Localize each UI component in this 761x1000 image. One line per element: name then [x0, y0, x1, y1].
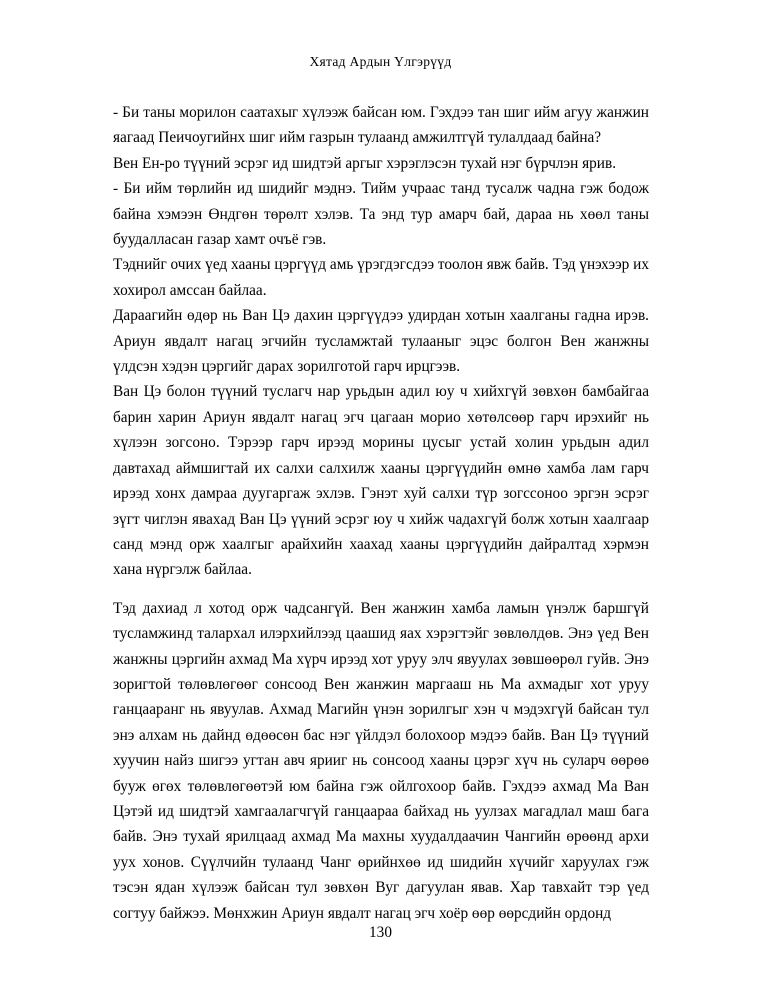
paragraph: - Би ийм төрлийн ид шидийг мэднэ. Тийм учраас танд тусалж чадна гэж бодож байна хэмээн Өндгөн төрөлт хэлэв. Та энд тур амарч бай, дараа нь хөөл таны буудалласан газар хамт очъё гэв.: [113, 180, 649, 249]
paragraph: Ван Цэ болон түүний туслагч нар урьдын адил юу ч хийхгүй зөвхөн бамбайгаа барин харин Ариун явдалт нагац эгч цагаан морио хөтөлсөөр гарч ирэхийг нь хүлээн зогсоно. Тэрээр гарч ирээд морины цусыг устай холин урьдын адил давтахад аймшигтай их салхи салхилж хааны цэргүүдийн өмнө хамба лам гарч ирээд хонх дамраа дуугаргаж эхлэв. Гэнэт хуй салхи түр зогссоноо эргэн эсрэг зүгт чиглэн яваxад Ван Цэ үүний эсрэг юу ч хийж чадахгүй болж хотын хаалгаар санд мэнд орж хаалгыг арайхийн хаахад хааны цэргүүдийн дайралтад хэрмэн хана нүргэлж байлаа.: [113, 383, 649, 579]
paragraph: Дараагийн өдөр нь Ван Цэ дахин цэргүүдээ удирдан хотын хаалганы гадна ирэв. Ариун явдалт нагац эгчийн тусламжтай тулааныг эцэс болгон Вен жанжны үлдсэн хэдэн цэргийг дарах зорилготой гарч ирцгээв.: [113, 307, 649, 376]
body-text: [113, 100, 649, 926]
paragraph: Тэд дахиад л хотод орж чадсангүй. Вен жанжин хамба ламын үнэлж баршгүй тусламжинд таларxал илэрхийлээд цаашид яах хэрэгтэйг зөвлөлдөв. Энэ үед Вен жанжны цэргийн ахмад Ма хүрч ирээд хот уруу элч явуулах зөвшөөрөл гуйв. Энэ зоригтой төлөвлөгөөг сонсоод Вен жанжин маргааш нь Ма ахмадыг хот уруу ганцааранг нь явуулав. Ахмад Магийн үнэн зорилгыг хэн ч мэдэхгүй байсан тул энэ алхам нь дайнд өдөөсөн бас нэг үйлдэл болохоор мэдээ байв. Ван Цэ түүний хуучин найз шигээ угтан авч ярииг нь сонсоод хааны цэрэг хүч нь суларч өөрөө бууж өгөх төлөвлөгөөтэй юм байна гэж ойлгохоор байв. Гэхдээ ахмад Ма Ван Цэтэй ид шидтэй хамгаалагчгүй ганцаараа байхад нь уулзах магадлал маш бага байв. Энэ тухай ярилцаад ахмад Ма махны хуудалдаачин Чангийн өрөөнд архи уух хонов. Сүүлчийн тулаанд Чанг өрийнхөө ид шидийн хүчийг харуулах гэж тэсэн ядан хүлээж байсан тул зөвхөн Вуг дагуулан явав. Хар тавхайт тэр үед согтуу байжээ. Мөнхжин Ариун явдалт нагац эгч хоёр өөр өөрсдийн ордонд: [113, 599, 649, 922]
paragraph: - Би таны морилон саатахыг хүлээж байсан юм. Гэхдээ тан шиг ийм агуу жанжин яагаад Пеичоугийнх шиг ийм газрын тулаанд амжилтгүй тулалдаад байна?: [113, 104, 649, 147]
paragraph: Вен Ен-ро түүний эсрэг ид шидтэй аргыг хэрэглэсэн тухай нэг бүрчлэн ярив.: [113, 154, 617, 172]
paragraph: Тэднийг очих үед хааны цэргүүд амь үрэгдэгсдээ тоолон явж байв. Тэд үнэхээр их хохирол амссан байлаа.: [113, 256, 649, 299]
running-head: Хятад Ардын Үлгэрүүд: [309, 54, 452, 69]
page-number: 130: [369, 924, 392, 941]
